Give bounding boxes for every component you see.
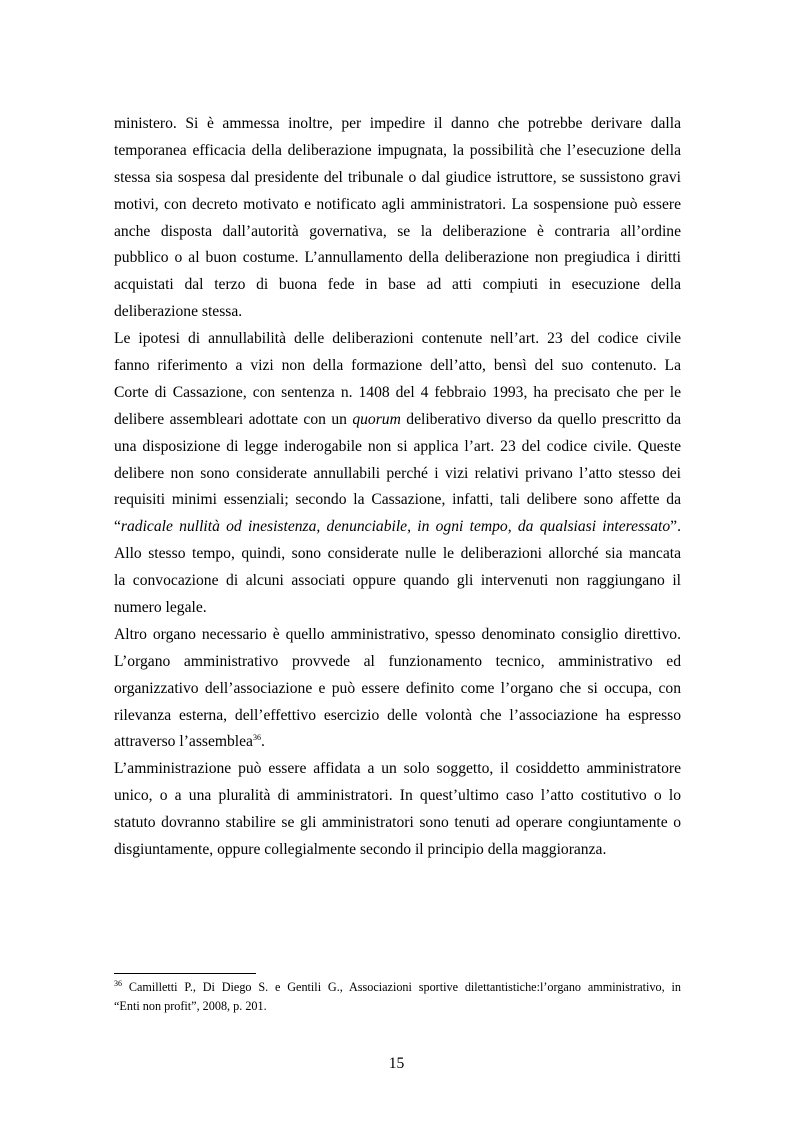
text-line: ministero. Si è ammessa inoltre, per impedire il danno che potrebbe derivare dalla (114, 115, 681, 132)
text-line: anche disposta dall’autorità governativa, se la deliberazione è contraria all’ordine (114, 222, 681, 240)
text-line-quote: “radicale nullità od inesistenza, denunciabile, in ogni tempo, da qualsiasi interessato”. (114, 518, 681, 536)
text-line: delibere non sono considerate annullabili perché i vizi relativi privano l’atto stesso dei (114, 464, 681, 482)
paragraph-1 (114, 111, 681, 326)
text-line: temporanea efficacia della deliberazione impugnata, la possibilità che l’esecuzione della (114, 141, 681, 159)
text-line: statuto dovranno stabilire se gli amministratori sono tenuti ad operare congiuntamente o (114, 814, 681, 832)
text-line-quorum: delibere assembleari adottate con un quorum deliberativo diverso da quello prescritto da (114, 410, 681, 428)
footnote (114, 978, 681, 1016)
footnote-line: $^{36}$ Camilletti P., Di Diego S. e Gentili G., Associazioni sportive dilettantistiche:l’organo amministrativo, in (114, 978, 681, 994)
footnote-divider (114, 973, 256, 974)
text-line: L’organo amministrativo provvede al funzionamento tecnico, amministrativo ed (114, 652, 681, 670)
text-line: una disposizione di legge inderogabile non si applica l’art. 23 del codice civile. Queste (114, 437, 681, 455)
footnote-line: “Enti non profit”, 2008, p. 201. (114, 999, 267, 1013)
paragraph-4 (114, 756, 681, 864)
text-line: fanno riferimento a vizi non della formazione dell’atto, bensì del suo contenuto. La (114, 357, 681, 375)
text-line: Le ipotesi di annullabilità delle deliberazioni contenute nell’art. 23 del codice civile (114, 330, 681, 348)
text-line: rilevanza esterna, dell’effettivo esercizio delle volontà che l’associazione ha espresso (114, 706, 681, 724)
text-line: Allo stesso tempo, quindi, sono considerate nulle le deliberazioni allorché sia mancata (114, 545, 681, 563)
text-line: unico, o a una pluralità di amministratori. In quest’ultimo caso l’atto costitutivo o lo (114, 787, 681, 805)
italic-quorum: quorum (352, 410, 401, 428)
paragraph-2 (114, 326, 681, 622)
text-line: numero legale. (114, 599, 207, 617)
footnote-reference[interactable]: 36 (252, 733, 261, 743)
body-text (114, 111, 681, 864)
text-line: Corte di Cassazione, con sentenza n. 1408 del 4 febbraio 1993, ha precisato che per le (114, 383, 681, 401)
italic-quote: radicale nullità od inesistenza, denunciabile, in ogni tempo, da qualsiasi interessato (120, 518, 671, 536)
text-line: stessa sia sospesa dal presidente del tribunale o dal giudice istruttore, se sussistono gravi (114, 168, 681, 186)
text-line: Altro organo necessario è quello amministrativo, spesso denominato consiglio direttivo. (114, 625, 681, 643)
text-line: pubblico o al buon costume. L’annullamento della deliberazione non pregiudica i diritti (114, 249, 681, 267)
text-line: motivi, con decreto motivato e notificato agli amministratori. La sospensione può essere (114, 195, 681, 213)
text-line: disgiuntamente, oppure collegialmente secondo il principio della maggioranza. (114, 841, 607, 859)
text-line: organizzativo dell’associazione e può essere definito come l’organo che si occupa, con (114, 679, 681, 697)
text-line: L’amministrazione può essere affidata a un solo soggetto, il cosiddetto amministratore (114, 760, 681, 778)
footnote-number: 36 (114, 978, 122, 988)
text-line: requisiti minimi essenziali; secondo la Cassazione, infatti, tali delibere sono affette da (114, 491, 681, 509)
text-line: deliberazione stessa. (114, 303, 243, 321)
text-line: attraverso l’assemblea$^{36}$. (114, 733, 265, 751)
text-line: acquistati dal terzo di buona fede in base ad atti compiuti in esecuzione della (114, 276, 681, 294)
page-number: 15 (388, 1055, 405, 1072)
text-line: la convocazione di alcuni associati oppure quando gli intervenuti non raggiungano il (114, 572, 681, 590)
paragraph-3 (114, 622, 681, 756)
